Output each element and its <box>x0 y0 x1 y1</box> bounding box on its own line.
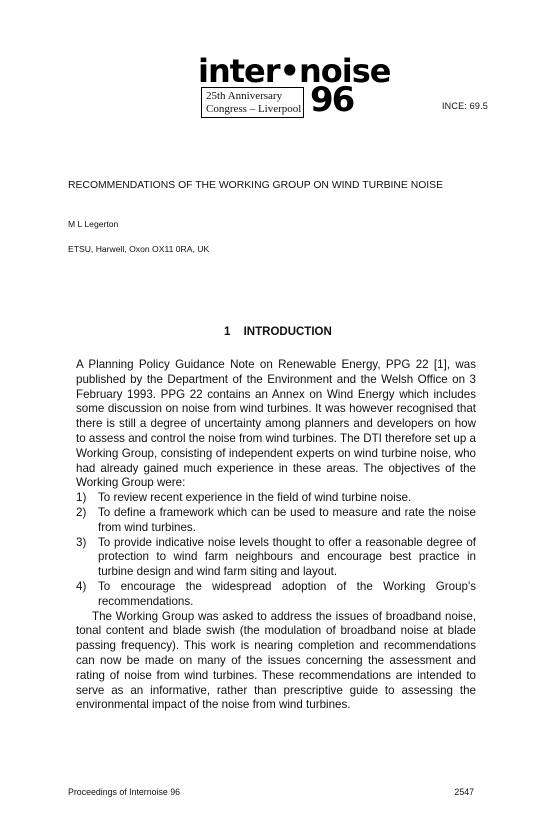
page-number: 2547 <box>454 787 474 797</box>
objectives-list <box>76 491 476 609</box>
objective-item <box>76 536 476 580</box>
logo-box-line2: Congress – Liverpool <box>206 103 302 115</box>
logo-year: 96 <box>310 80 354 120</box>
objective-text: To provide indicative noise levels thought to offer a reasonable degree of protection to wind farm neighbours and encourage best practice in turbine design and wind farm siting and layout. <box>98 535 476 579</box>
section-heading <box>224 326 332 338</box>
logo-box-line1: 25th Anniversary <box>206 90 283 102</box>
conference-logo <box>198 52 391 122</box>
objective-number: 1) <box>76 491 87 505</box>
objective-text: To encourage the widespread adoption of the Working Group's recommendations. <box>98 579 476 608</box>
paragraph-scope: The Working Group was asked to address the issues of broadband noise, tonal content and blade swish (the modulation of broadband noise at blade passing frequency). This work is nearing completion and recommendations can now be made on many of the issues concerning the assessment and rating of noise from wind turbines. These recommendations are intended to serve as an informative, rather than prescriptive guide to assessing the environmental impact of the noise from wind turbines. <box>76 609 476 712</box>
body-text <box>76 358 476 713</box>
objective-number: 4) <box>76 579 87 593</box>
footer-proceedings: Proceedings of Internoise 96 <box>68 787 180 797</box>
paragraph-intro: A Planning Policy Guidance Note on Renewable Energy, PPG 22 [1], was published by the Department of the Environment and the Welsh Office on 3 February 1993. PPG 22 contains an Annex on Wind Energy which includes some discussion on noise from wind turbines. It was however recognised that there is still a degree of uncertainty among planners and developers on how to assess and control the noise from wind turbines. The DTI therefore set up a Working Group, consisting of independent experts on wind turbine noise, who had already gained much experience in these areas. The objectives of the Working Group were: <box>76 358 476 490</box>
objective-text: To review recent experience in the field of wind turbine noise. <box>98 491 412 505</box>
section-number: 1 <box>224 326 231 338</box>
objective-item <box>76 506 476 536</box>
paper-title: RECOMMENDATIONS OF THE WORKING GROUP ON WIND TURBINE NOISE <box>68 180 444 191</box>
affiliation: ETSU, Harwell, Oxon OX11 0RA, UK <box>68 244 210 254</box>
objective-number: 2) <box>76 505 87 519</box>
objective-item <box>76 491 476 506</box>
ince-code: INCE: 69.5 <box>441 101 488 111</box>
logo-anniversary-box <box>201 87 304 118</box>
section-title: INTRODUCTION <box>243 326 332 338</box>
objective-number: 3) <box>76 535 87 549</box>
logo-wordmark: inter•noise <box>198 52 391 90</box>
author: M L Legerton <box>68 219 119 229</box>
objective-text: To define a framework which can be used to measure and rate the noise from wind turbines. <box>98 505 476 534</box>
objective-item <box>76 580 476 610</box>
